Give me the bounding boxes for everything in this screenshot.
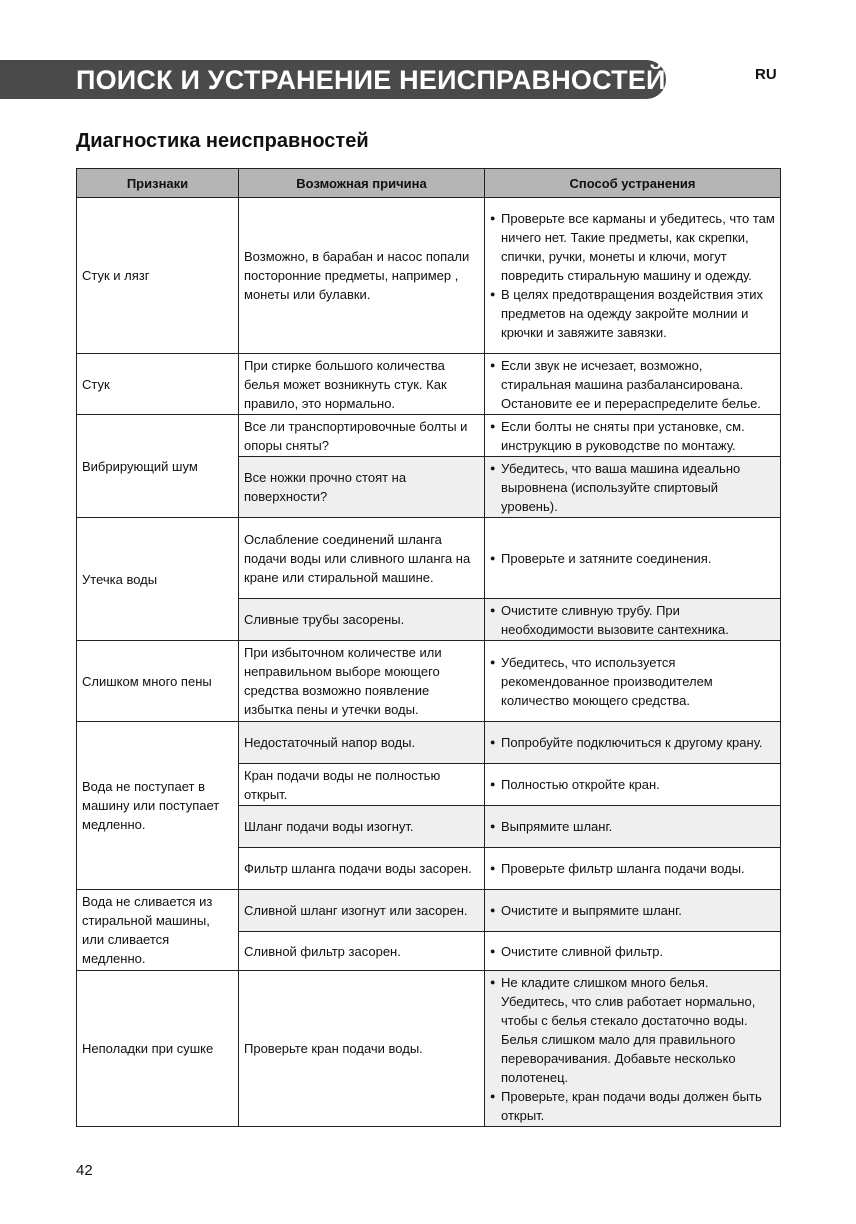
solution-item: ● Проверьте, кран подачи воды должен быть открыт.: [490, 1087, 775, 1125]
table-row: [77, 641, 781, 722]
section-title: Диагностика неисправностей: [76, 130, 369, 152]
table-row: [77, 415, 781, 457]
table-row: [77, 722, 781, 764]
solution-cell: [485, 890, 781, 932]
solution-item: ● Если звук не исчезает, возможно, стиральная машина разбалансирована. Остановите ее и перераспределите белье.: [490, 356, 775, 413]
solution-item: ● Попробуйте подключиться к другому крану.: [490, 733, 775, 752]
cause-cell: Недостаточный напор воды.: [239, 722, 485, 764]
solution-cell: [485, 971, 781, 1127]
cause-cell: Сливной фильтр засорен.: [239, 932, 485, 971]
symptom-cell: Вибрирующий шум: [77, 415, 239, 518]
language-code: RU: [755, 66, 777, 83]
solution-cell: [485, 457, 781, 518]
solution-cell: [485, 599, 781, 641]
cause-cell: Все ли транспортировочные болты и опоры сняты?: [239, 415, 485, 457]
symptom-cell: Утечка воды: [77, 518, 239, 641]
symptom-cell: Стук и лязг: [77, 198, 239, 354]
solution-cell: [485, 641, 781, 722]
cause-cell: Сливные трубы засорены.: [239, 599, 485, 641]
cause-cell: Кран подачи воды не полностью открыт.: [239, 764, 485, 806]
solution-cell: [485, 932, 781, 971]
table-header-row: [77, 169, 781, 198]
solution-item: ● Убедитесь, что ваша машина идеально выровнена (используйте спиртовый уровень).: [490, 459, 775, 516]
page-number: 42: [76, 1162, 93, 1179]
solution-item: ● Проверьте и затяните соединения.: [490, 549, 775, 568]
cause-cell: Возможно, в барабан и насос попали посторонние предметы, например , монеты или булавки.: [239, 198, 485, 354]
solution-item: ● Проверьте все карманы и убедитесь, что там ничего нет. Такие предметы, как скрепки, спички, ручки, монеты и ключи, могут повредить стиральную машину и одежду.: [490, 209, 775, 285]
solution-cell: [485, 722, 781, 764]
symptom-cell: Вода не сливается из стиральной машины, или сливается медленно.: [77, 890, 239, 971]
table-row: [77, 890, 781, 932]
symptom-cell: Вода не поступает в машину или поступает медленно.: [77, 722, 239, 890]
symptom-cell: Стук: [77, 354, 239, 415]
solution-cell: [485, 415, 781, 457]
solution-item: ● Очистите сливной фильтр.: [490, 942, 775, 961]
solution-item: ● Если болты не сняты при установке, см. инструкцию в руководстве по монтажу.: [490, 417, 775, 455]
cause-cell: Проверьте кран подачи воды.: [239, 971, 485, 1127]
cause-cell: Все ножки прочно стоят на поверхности?: [239, 457, 485, 518]
cause-cell: Шланг подачи воды изогнут.: [239, 806, 485, 848]
solution-cell: [485, 518, 781, 599]
solution-cell: [485, 848, 781, 890]
cause-cell: Ослабление соединений шланга подачи воды или сливного шланга на кране или стиральной машине.: [239, 518, 485, 599]
table-row: [77, 518, 781, 599]
solution-cell: [485, 806, 781, 848]
cause-cell: При избыточном количестве или неправильном выборе моющего средства возможно появление избытка пены и утечки воды.: [239, 641, 485, 722]
cause-cell: Фильтр шланга подачи воды засорен.: [239, 848, 485, 890]
solution-cell: [485, 354, 781, 415]
solution-cell: [485, 198, 781, 354]
solution-item: ● Очистите сливную трубу. При необходимости вызовите сантехника.: [490, 601, 775, 639]
diagnostics-table: [76, 168, 781, 1127]
solution-item: ● Проверьте фильтр шланга подачи воды.: [490, 859, 775, 878]
solution-item: ● Убедитесь, что используется рекомендованное производителем количество моющего средства.: [490, 653, 775, 710]
cause-cell: Сливной шланг изогнут или засорен.: [239, 890, 485, 932]
symptom-cell: Неполадки при сушке: [77, 971, 239, 1127]
header-cause: Возможная причина: [239, 169, 485, 198]
header-solution: Способ устранения: [485, 169, 781, 198]
solution-item: ● Не кладите слишком много белья. Убедитесь, что слив работает нормально, чтобы с белья стекало достаточно воды. Белья слишком мало для правильного переворачивания. Добавьте несколько полотенец.: [490, 973, 775, 1087]
solution-item: ● Полностью откройте кран.: [490, 775, 775, 794]
header-symptoms: Признаки: [77, 169, 239, 198]
table-row: [77, 198, 781, 354]
solution-item: ● Выпрямите шланг.: [490, 817, 775, 836]
table-row: [77, 971, 781, 1127]
solution-item: ● Очистите и выпрямите шланг.: [490, 901, 775, 920]
cause-cell: При стирке большого количества белья может возникнуть стук. Как правило, это нормально.: [239, 354, 485, 415]
solution-cell: [485, 764, 781, 806]
solution-item: ● В целях предотвращения воздействия этих предметов на одежду закройте молнии и крючки и завяжите завязки.: [490, 285, 775, 342]
page-header-title: ПОИСК И УСТРАНЕНИЕ НЕИСПРАВНОСТЕЙ: [76, 65, 666, 95]
symptom-cell: Слишком много пены: [77, 641, 239, 722]
table-row: [77, 354, 781, 415]
